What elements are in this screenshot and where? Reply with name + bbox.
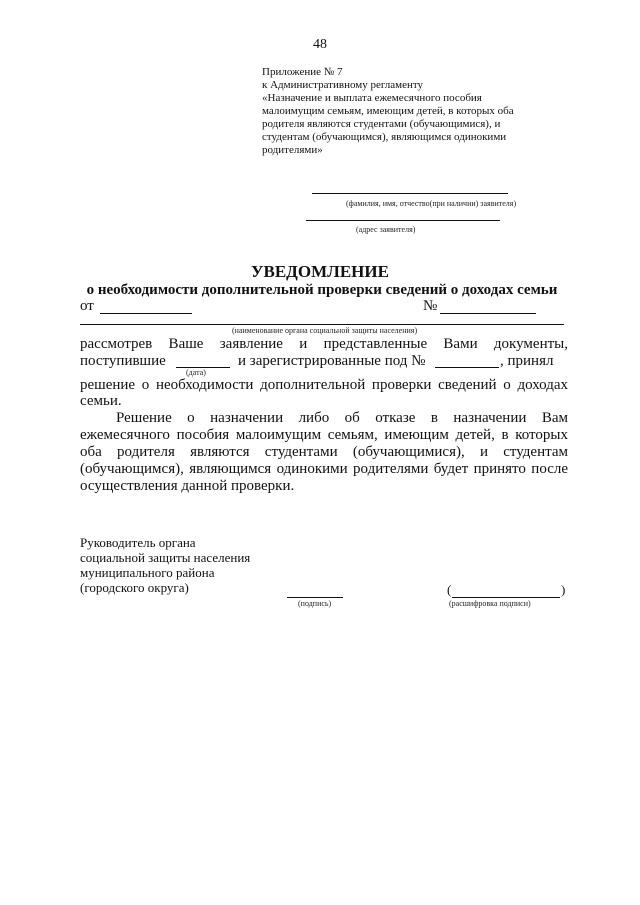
from-label: от (80, 298, 94, 314)
signature-decode-line (452, 597, 560, 598)
body-line: осуществления данной проверки. (80, 478, 295, 494)
authority-line (80, 324, 564, 325)
signature-line: Руководитель органа (80, 535, 196, 550)
from-date-line (100, 313, 192, 314)
signature-line: (городского округа) (80, 580, 189, 595)
applicant-name-caption: (фамилия, имя, отчество(при наличии) заявителя) (346, 199, 517, 208)
body-line: семьи. (80, 393, 122, 409)
body-line-part: , принял (500, 353, 554, 369)
body-line: оба родителя являются студентами (обучающимися), и студентам (80, 444, 568, 460)
appendix-line: студентам (обучающимся), являющимся одинокими (262, 131, 507, 143)
signature-sign-caption: (подпись) (298, 599, 332, 608)
appendix-line: к Административному регламенту (262, 79, 424, 91)
authority-caption: (наименование органа социальной защиты населения) (232, 326, 418, 335)
decode-close-paren: ) (561, 582, 566, 597)
applicant-name-line (312, 193, 508, 194)
body-line: (обучающимся), являющимся одинокими родителями будет принято после (80, 461, 568, 477)
body-line: Решение о назначении либо об отказе в назначении Вам (116, 410, 568, 426)
body-line: решение о необходимости дополнительной проверки сведений о доходах (80, 377, 568, 393)
notice-subtitle: о необходимости дополнительной проверки сведений о доходах семьи (86, 282, 558, 298)
notice-title: УВЕДОМЛЕНИЕ (251, 262, 389, 281)
appendix-line: малоимущим семьям, имеющим детей, в которых оба (262, 105, 514, 117)
number-line (440, 313, 536, 314)
number-label: № (423, 298, 438, 314)
signature-block (80, 535, 250, 595)
signature-line: социальной защиты населения (80, 550, 251, 565)
signature-sign-line (287, 597, 343, 598)
appendix-line: родителя являются студентами (обучающимися), и (262, 118, 501, 130)
date-caption: (дата) (186, 368, 206, 377)
signature-decode-caption: (расшифровка подписи) (449, 599, 531, 608)
appendix-line: «Назначение и выплата ежемесячного пособия (262, 92, 482, 104)
appendix-header (262, 66, 514, 157)
body-line-part: поступившие (80, 353, 166, 369)
appendix-line: Приложение № 7 (262, 66, 343, 78)
signature-line: муниципального района (80, 565, 215, 580)
appendix-line: родителями» (262, 144, 323, 156)
registration-number-line (435, 367, 499, 368)
body-line: рассмотрев Ваше заявление и представленные Вами документы, (80, 336, 568, 352)
applicant-address-line (306, 220, 500, 221)
body-line: ежемесячного пособия малоимущим семьям, имеющим детей, в которых (80, 427, 568, 443)
decode-open-paren: ( (447, 582, 452, 597)
body-line-part: и зарегистрированные под № (238, 353, 426, 369)
applicant-address-caption: (адрес заявителя) (356, 225, 416, 234)
page-number: 48 (313, 37, 327, 52)
